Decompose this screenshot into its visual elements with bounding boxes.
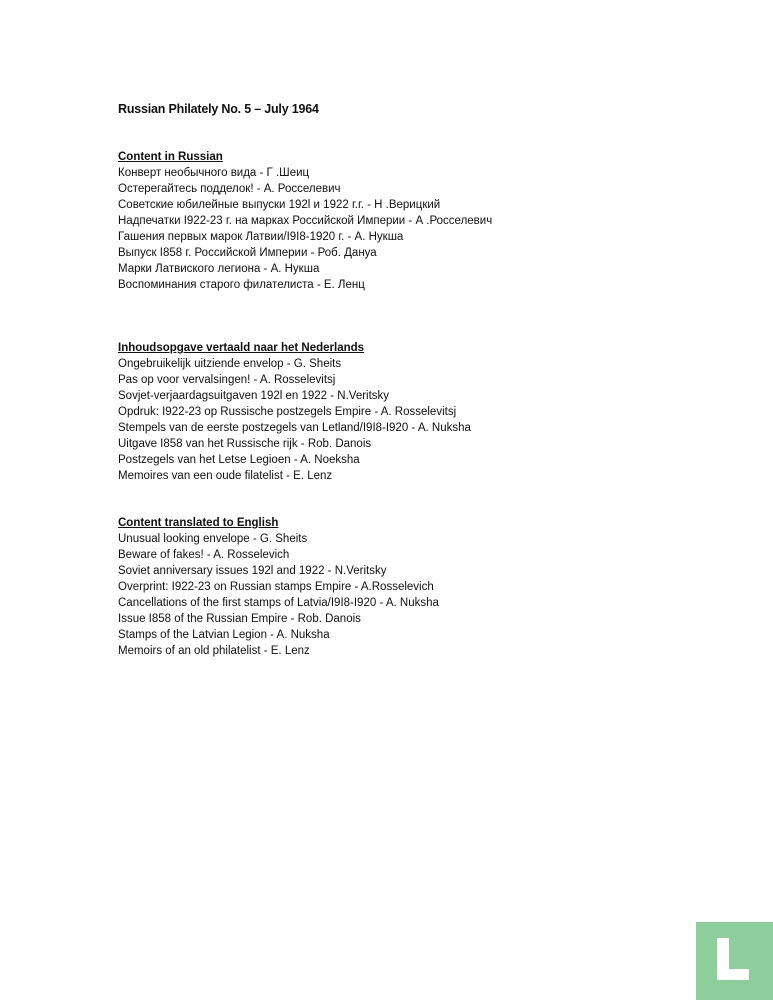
document-title: Russian Philately No. 5 – July 1964 [118,102,319,116]
list-item: Opdruk: I922-23 op Russische postzegels Empire - A. Rosselevitsj [118,406,457,418]
list-item: Memoires van een oude filatelist - E. Lenz [118,470,333,482]
list-item: Memoirs of an old philatelist - E. Lenz [118,645,310,657]
list-item: Pas op voor vervalsingen! - A. Rosselevitsj [118,374,336,386]
russian-entry-list [118,165,738,293]
list-item: Гашения первых марок Латвии/I9I8-1920 г. - А. Нукша [118,231,404,243]
list-item: Воспоминания старого филателиста - Е. Ленц [118,279,365,291]
document-page [118,101,738,659]
section-dutch-contents [118,340,738,484]
section-heading-russian: Content in Russian [118,151,223,163]
list-item: Cancellations of the first stamps of Latvia/I9I8-I920 - A. Nuksha [118,597,439,609]
list-item: Overprint: I922-23 on Russian stamps Empire - A.Rosselevich [118,581,434,593]
list-item: Beware of fakes! - A. Rosselevich [118,549,290,561]
l-logo-icon [713,936,753,982]
list-item: Советские юбилейные выпуски 192l и 1922 г.г. - Н .Верицкий [118,199,441,211]
list-item: Stamps of the Latvian Legion - A. Nuksha [118,629,330,641]
section-heading-dutch: Inhoudsopgave vertaald naar het Nederlands [118,342,365,354]
list-item: Stempels van de eerste postzegels van Letland/I9I8-I920 - A. Nuksha [118,422,471,434]
list-item: Uitgave I858 van het Russische rijk - Rob. Danois [118,438,372,450]
list-item: Конверт необычного вида - Г .Шеиц [118,167,310,179]
list-item: Надпечатки I922-23 г. на марках Российской Империи - А .Росселевич [118,215,493,227]
list-item: Unusual looking envelope - G. Sheits [118,533,308,545]
list-item: Остерегайтесь подделок! - А. Росселевич [118,183,341,195]
list-item: Soviet anniversary issues 192l and 1922 - N.Veritsky [118,565,387,577]
list-item: Марки Латвиского легиона - А. Нукша [118,263,320,275]
list-item: Sovjet-verjaardagsuitgaven 192l en 1922 - N.Veritsky [118,390,390,402]
section-heading-english: Content translated to English [118,517,279,529]
english-entry-list [118,531,738,659]
list-item: Issue I858 of the Russian Empire - Rob. Danois [118,613,361,625]
list-item: Выпуск I858 г. Российской Империи - Роб. Дануа [118,247,377,259]
section-english-contents [118,515,738,659]
section-russian-contents [118,149,738,293]
list-item: Postzegels van het Letse Legioen - A. Noeksha [118,454,360,466]
list-item: Ongebruikelijk uitziende envelop - G. Sheits [118,358,342,370]
corner-logo-badge [696,922,773,1000]
dutch-entry-list [118,356,738,484]
